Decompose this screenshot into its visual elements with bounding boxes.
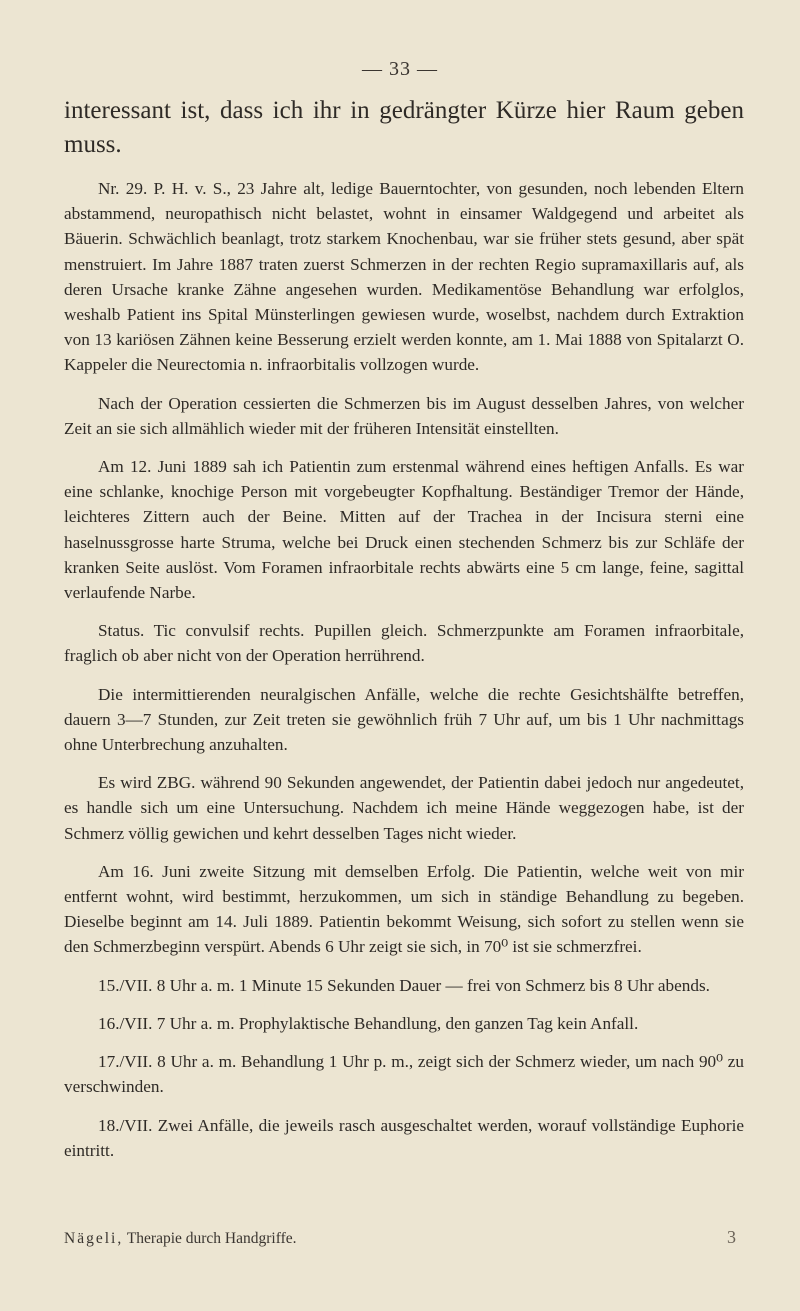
paragraph-attacks: Die intermittierenden neuralgischen Anfälle, welche die rechte Gesichtshälfte betreffen, dauern 3—7 Stunden, zur Zeit treten sie gewöhnlich früh 7 Uhr auf, um bis 1 Uhr nachmittags ohne Unterbrechung anzuhalten. (64, 684, 744, 755)
page-footer (64, 1227, 744, 1248)
paragraph-second-session: Am 16. Juni zweite Sitzung mit demselben Erfolg. Die Patientin, welche weit von mir entfernt wohnt, wird bestimmt, herzukommen, um sich in ständige Behandlung zu begeben. Dieselbe beginnt am 14. Juli 1889. Patientin bekommt Weisung, sich sofort zu stellen wenn sie den Schmerzbeginn verspürt. Abends 6 Uhr zeigt sie sich, in 70⁰ ist sie schmerzfrei. (64, 861, 744, 957)
paragraph-first-visit: Am 12. Juni 1889 sah ich Patientin zum erstenmal während eines heftigen Anfalls. Es war eine schlanke, knochige Person mit vorgebeugter Kopfhaltung. Beständiger Tremor der Hände, leichteres Zittern auch der Beine. Mitten auf der Trachea in der Incisura sterni eine haselnussgrosse harte Struma, welche bei Druck einen stechenden Schmerz bis zur Schläfe der kranken Seite auslöst. Vom Foramen infraorbitale rechts abwärts eine 5 cm lange, feine, sagittal verlaufende Narbe. (64, 457, 744, 603)
footer-signature-mark: 3 (727, 1227, 736, 1247)
paragraph-entry-15-vii: 15./VII. 8 Uhr a. m. 1 Minute 15 Sekunden Dauer — frei von Schmerz bis 8 Uhr abends. (98, 975, 710, 995)
footer-book-title: Therapie durch Handgriffe. (126, 1230, 297, 1247)
paragraph-case-nr-29: Nr. 29. P. H. v. S., 23 Jahre alt, ledige Bauerntochter, von gesunden, noch lebenden Eltern abstammend, neuropathisch nicht belastet, wohnt in einsamer Waldgegend und arbeitet als Bäuerin. Schwächlich beanlagt, trotz starkem Knochenbau, war sie früher stets gesund, aber spät menstruiert. Im Jahre 1887 traten zuerst Schmerzen in der rechten Regio supramaxillaris auf, als deren Ursache kranke Zähne angesehen wurden. Medikamentöse Behandlung war erfolglos, weshalb Patient ins Spital Münsterlingen gewiesen wurde, woselbst, nachdem durch Extraktion von 13 kariösen Zähnen keine Besserung erzielt werden konnte, am 1. Mai 1888 von Spitalarzt O. Kappeler die Neurectomia n. infraorbitalis vollzogen wurde. (64, 179, 744, 375)
body-text (64, 176, 744, 1176)
paragraph-entry-17-vii: 17./VII. 8 Uhr a. m. Behandlung 1 Uhr p. m., zeigt sich der Schmerz wieder, um nach 90⁰ zu verschwinden. (64, 1052, 744, 1097)
footer-author: Nägeli, (64, 1230, 124, 1247)
paragraph-entry-18-vii: 18./VII. Zwei Anfälle, die jeweils rasch ausgeschaltet werden, worauf vollständige Euphorie eintritt. (64, 1115, 744, 1160)
footer-reference (64, 1230, 297, 1248)
paragraph-zbg-treatment: Es wird ZBG. während 90 Sekunden angewendet, der Patientin dabei jedoch nur angedeutet, es handle sich um eine Untersuchung. Nachdem ich meine Hände weggezogen habe, ist der Schmerz völlig gewichen und kehrt desselben Tages nicht wieder. (64, 773, 744, 843)
intro-sentence: interessant ist, dass ich ihr in gedrängter Kürze hier Raum geben muss. (64, 97, 744, 158)
page-number: — 33 — (362, 58, 438, 80)
paragraph-entry-16-vii: 16./VII. 7 Uhr a. m. Prophylaktische Behandlung, den ganzen Tag kein Anfall. (98, 1013, 639, 1033)
paragraph-after-operation: Nach der Operation cessierten die Schmerzen bis im August desselben Jahres, von welcher Zeit an sie sich allmählich wieder mit der früheren Intensität einstellten. (64, 393, 744, 438)
paragraph-status: Status. Tic convulsif rechts. Pupillen gleich. Schmerzpunkte am Foramen infraorbitale, fraglich ob aber nicht von der Operation herrührend. (64, 621, 744, 666)
